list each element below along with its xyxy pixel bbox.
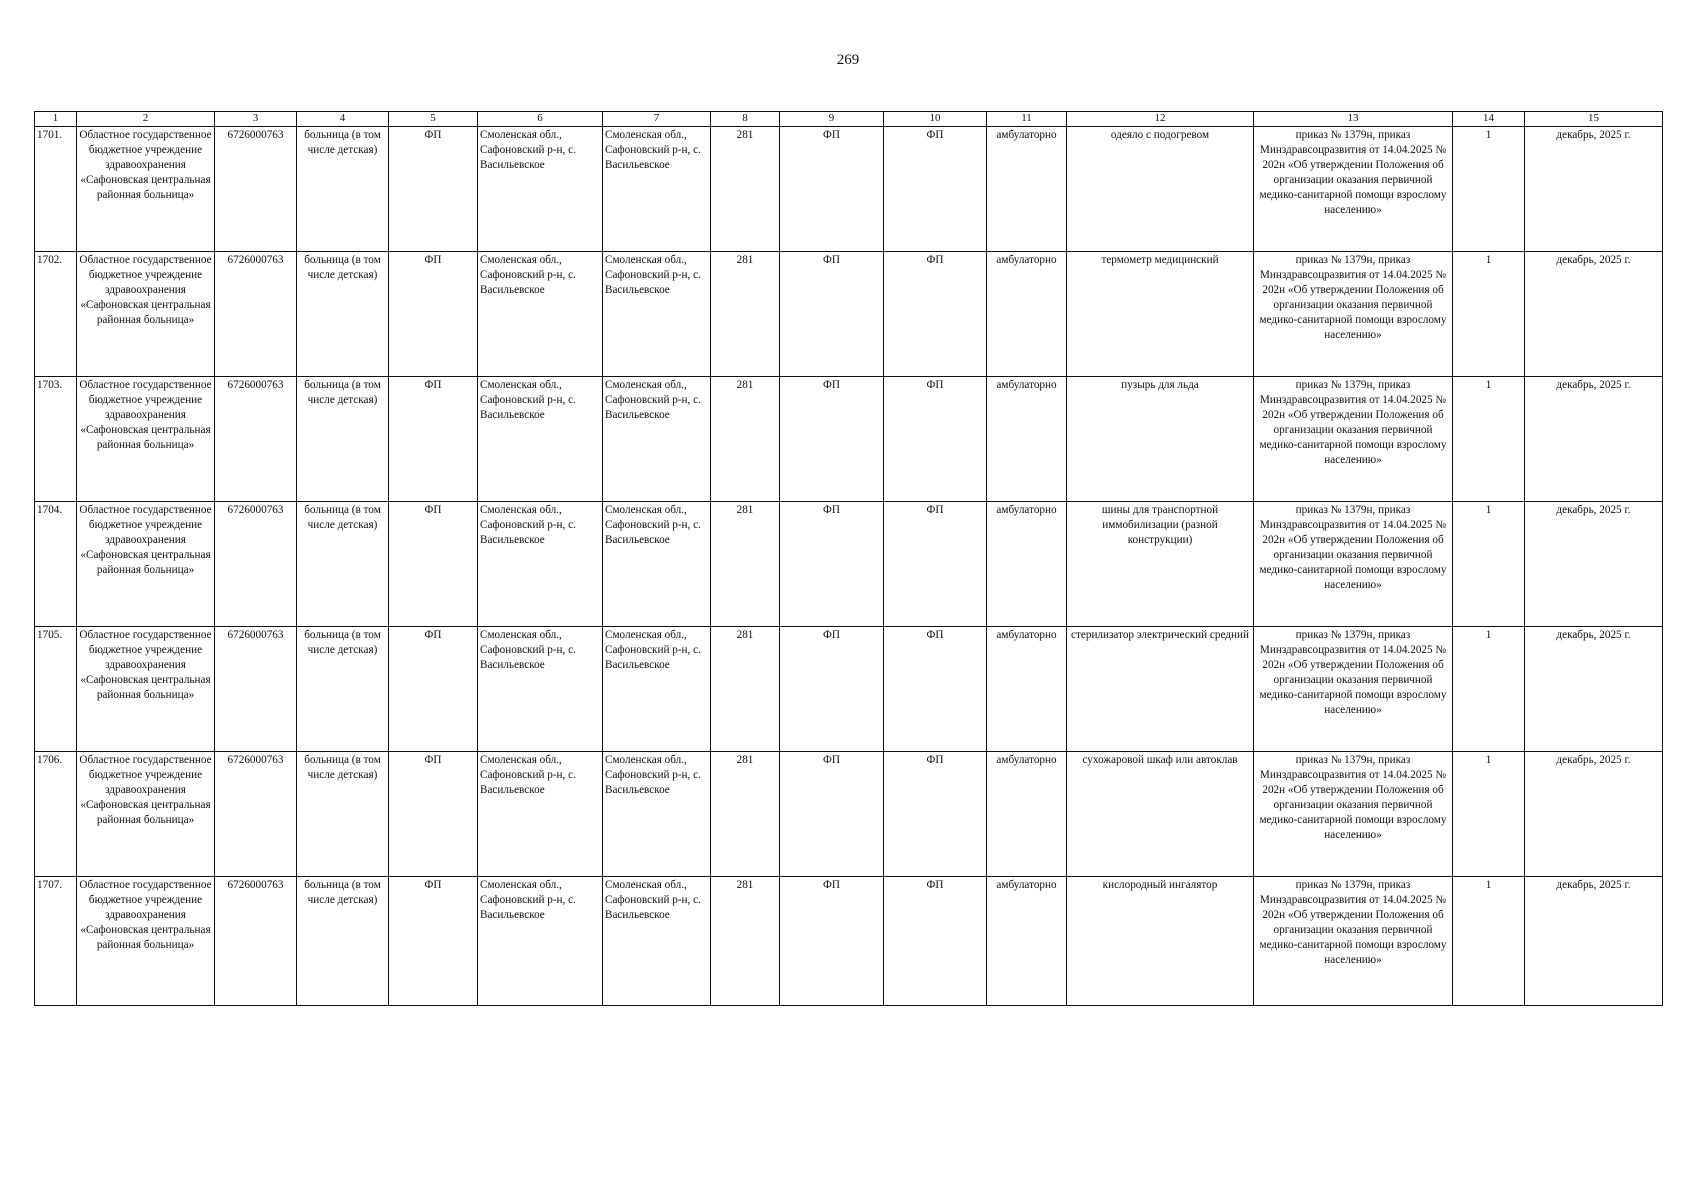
address-cell: Смоленская обл., Сафоновский р-н, с. Васильевское (478, 877, 603, 1006)
care-mode-cell: амбулаторно (987, 877, 1067, 1006)
column-header: 7 (603, 112, 711, 127)
organization-cell: Областное государственное бюджетное учреждение здравоохранения «Сафоновская центральная районная больница» (77, 752, 215, 877)
facility-type-cell: больница (в том числе детская) (297, 627, 389, 752)
code-cell: 281 (711, 877, 780, 1006)
date-cell: декабрь, 2025 г. (1525, 127, 1663, 252)
column-header: 12 (1067, 112, 1254, 127)
header-row (35, 112, 1663, 127)
facility-type-cell: больница (в том числе детская) (297, 252, 389, 377)
unit-cell: ФП (884, 127, 987, 252)
code-cell: 281 (711, 252, 780, 377)
column-header: 13 (1254, 112, 1453, 127)
inn-cell: 6726000763 (215, 752, 297, 877)
quantity-cell: 1 (1453, 627, 1525, 752)
equipment-cell: пузырь для льда (1067, 377, 1254, 502)
date-cell: декабрь, 2025 г. (1525, 752, 1663, 877)
organization-cell: Областное государственное бюджетное учреждение здравоохранения «Сафоновская центральная районная больница» (77, 502, 215, 627)
unit-cell: ФП (780, 252, 884, 377)
column-header: 8 (711, 112, 780, 127)
facility-type-cell: больница (в том числе детская) (297, 877, 389, 1006)
organization-cell: Областное государственное бюджетное учреждение здравоохранения «Сафоновская центральная районная больница» (77, 627, 215, 752)
table-row (35, 127, 1663, 252)
equipment-cell: шины для транспортной иммобилизации (разной конструкции) (1067, 502, 1254, 627)
unit-cell: ФП (884, 877, 987, 1006)
code-cell: 281 (711, 127, 780, 252)
column-header: 15 (1525, 112, 1663, 127)
date-cell: декабрь, 2025 г. (1525, 377, 1663, 502)
column-header: 4 (297, 112, 389, 127)
column-header: 3 (215, 112, 297, 127)
equipment-cell: стерилизатор электрический средний (1067, 627, 1254, 752)
unit-cell: ФП (389, 502, 478, 627)
date-cell: декабрь, 2025 г. (1525, 252, 1663, 377)
order-cell: приказ № 1379н, приказ Минздравсоцразвития от 14.04.2025 № 202н «Об утверждении Положения об организации оказания первичной медико-санитарной помощи взрослому населению» (1254, 627, 1453, 752)
order-cell: приказ № 1379н, приказ Минздравсоцразвития от 14.04.2025 № 202н «Об утверждении Положения об организации оказания первичной медико-санитарной помощи взрослому населению» (1254, 127, 1453, 252)
inn-cell: 6726000763 (215, 127, 297, 252)
unit-cell: ФП (389, 877, 478, 1006)
date-cell: декабрь, 2025 г. (1525, 502, 1663, 627)
order-cell: приказ № 1379н, приказ Минздравсоцразвития от 14.04.2025 № 202н «Об утверждении Положения об организации оказания первичной медико-санитарной помощи взрослому населению» (1254, 752, 1453, 877)
unit-cell: ФП (389, 127, 478, 252)
unit-cell: ФП (884, 752, 987, 877)
address-cell: Смоленская обл., Сафоновский р-н, с. Васильевское (478, 252, 603, 377)
table-row (35, 252, 1663, 377)
unit-cell: ФП (780, 377, 884, 502)
organization-cell: Областное государственное бюджетное учреждение здравоохранения «Сафоновская центральная районная больница» (77, 127, 215, 252)
equipment-cell: термометр медицинский (1067, 252, 1254, 377)
unit-cell: ФП (884, 627, 987, 752)
equipment-table (34, 111, 1663, 1006)
quantity-cell: 1 (1453, 752, 1525, 877)
care-mode-cell: амбулаторно (987, 127, 1067, 252)
address-cell: Смоленская обл., Сафоновский р-н, с. Васильевское (478, 752, 603, 877)
address-cell: Смоленская обл., Сафоновский р-н, с. Васильевское (603, 127, 711, 252)
address-cell: Смоленская обл., Сафоновский р-н, с. Васильевское (603, 502, 711, 627)
facility-type-cell: больница (в том числе детская) (297, 752, 389, 877)
column-header: 1 (35, 112, 77, 127)
row-number: 1701. (35, 127, 77, 252)
unit-cell: ФП (780, 502, 884, 627)
table-row (35, 377, 1663, 502)
equipment-cell: кислородный ингалятор (1067, 877, 1254, 1006)
code-cell: 281 (711, 377, 780, 502)
facility-type-cell: больница (в том числе детская) (297, 377, 389, 502)
row-number: 1702. (35, 252, 77, 377)
unit-cell: ФП (389, 377, 478, 502)
unit-cell: ФП (389, 252, 478, 377)
row-number: 1706. (35, 752, 77, 877)
date-cell: декабрь, 2025 г. (1525, 627, 1663, 752)
address-cell: Смоленская обл., Сафоновский р-н, с. Васильевское (478, 502, 603, 627)
order-cell: приказ № 1379н, приказ Минздравсоцразвития от 14.04.2025 № 202н «Об утверждении Положения об организации оказания первичной медико-санитарной помощи взрослому населению» (1254, 877, 1453, 1006)
inn-cell: 6726000763 (215, 377, 297, 502)
quantity-cell: 1 (1453, 252, 1525, 377)
address-cell: Смоленская обл., Сафоновский р-н, с. Васильевское (603, 752, 711, 877)
address-cell: Смоленская обл., Сафоновский р-н, с. Васильевское (478, 627, 603, 752)
organization-cell: Областное государственное бюджетное учреждение здравоохранения «Сафоновская центральная районная больница» (77, 377, 215, 502)
code-cell: 281 (711, 627, 780, 752)
care-mode-cell: амбулаторно (987, 377, 1067, 502)
care-mode-cell: амбулаторно (987, 752, 1067, 877)
quantity-cell: 1 (1453, 377, 1525, 502)
row-number: 1707. (35, 877, 77, 1006)
order-cell: приказ № 1379н, приказ Минздравсоцразвития от 14.04.2025 № 202н «Об утверждении Положения об организации оказания первичной медико-санитарной помощи взрослому населению» (1254, 502, 1453, 627)
date-cell: декабрь, 2025 г. (1525, 877, 1663, 1006)
code-cell: 281 (711, 502, 780, 627)
column-header: 11 (987, 112, 1067, 127)
column-header: 9 (780, 112, 884, 127)
row-number: 1705. (35, 627, 77, 752)
order-cell: приказ № 1379н, приказ Минздравсоцразвития от 14.04.2025 № 202н «Об утверждении Положения об организации оказания первичной медико-санитарной помощи взрослому населению» (1254, 377, 1453, 502)
care-mode-cell: амбулаторно (987, 502, 1067, 627)
column-header: 10 (884, 112, 987, 127)
column-header: 2 (77, 112, 215, 127)
organization-cell: Областное государственное бюджетное учреждение здравоохранения «Сафоновская центральная районная больница» (77, 877, 215, 1006)
order-cell: приказ № 1379н, приказ Минздравсоцразвития от 14.04.2025 № 202н «Об утверждении Положения об организации оказания первичной медико-санитарной помощи взрослому населению» (1254, 252, 1453, 377)
unit-cell: ФП (884, 377, 987, 502)
equipment-cell: сухожаровой шкаф или автоклав (1067, 752, 1254, 877)
page-number: 269 (836, 52, 860, 68)
address-cell: Смоленская обл., Сафоновский р-н, с. Васильевское (478, 127, 603, 252)
unit-cell: ФП (780, 627, 884, 752)
table-row (35, 877, 1663, 1006)
equipment-cell: одеяло с подогревом (1067, 127, 1254, 252)
row-number: 1703. (35, 377, 77, 502)
table-row (35, 502, 1663, 627)
table-row (35, 752, 1663, 877)
unit-cell: ФП (884, 252, 987, 377)
unit-cell: ФП (389, 627, 478, 752)
column-header: 5 (389, 112, 478, 127)
address-cell: Смоленская обл., Сафоновский р-н, с. Васильевское (603, 252, 711, 377)
organization-cell: Областное государственное бюджетное учреждение здравоохранения «Сафоновская центральная районная больница» (77, 252, 215, 377)
quantity-cell: 1 (1453, 877, 1525, 1006)
inn-cell: 6726000763 (215, 502, 297, 627)
unit-cell: ФП (780, 752, 884, 877)
inn-cell: 6726000763 (215, 252, 297, 377)
row-number: 1704. (35, 502, 77, 627)
facility-type-cell: больница (в том числе детская) (297, 502, 389, 627)
inn-cell: 6726000763 (215, 877, 297, 1006)
address-cell: Смоленская обл., Сафоновский р-н, с. Васильевское (478, 377, 603, 502)
table-row (35, 627, 1663, 752)
quantity-cell: 1 (1453, 502, 1525, 627)
unit-cell: ФП (389, 752, 478, 877)
care-mode-cell: амбулаторно (987, 252, 1067, 377)
unit-cell: ФП (884, 502, 987, 627)
unit-cell: ФП (780, 877, 884, 1006)
address-cell: Смоленская обл., Сафоновский р-н, с. Васильевское (603, 877, 711, 1006)
inn-cell: 6726000763 (215, 627, 297, 752)
facility-type-cell: больница (в том числе детская) (297, 127, 389, 252)
address-cell: Смоленская обл., Сафоновский р-н, с. Васильевское (603, 377, 711, 502)
address-cell: Смоленская обл., Сафоновский р-н, с. Васильевское (603, 627, 711, 752)
quantity-cell: 1 (1453, 127, 1525, 252)
column-header: 14 (1453, 112, 1525, 127)
code-cell: 281 (711, 752, 780, 877)
unit-cell: ФП (780, 127, 884, 252)
care-mode-cell: амбулаторно (987, 627, 1067, 752)
column-header: 6 (478, 112, 603, 127)
